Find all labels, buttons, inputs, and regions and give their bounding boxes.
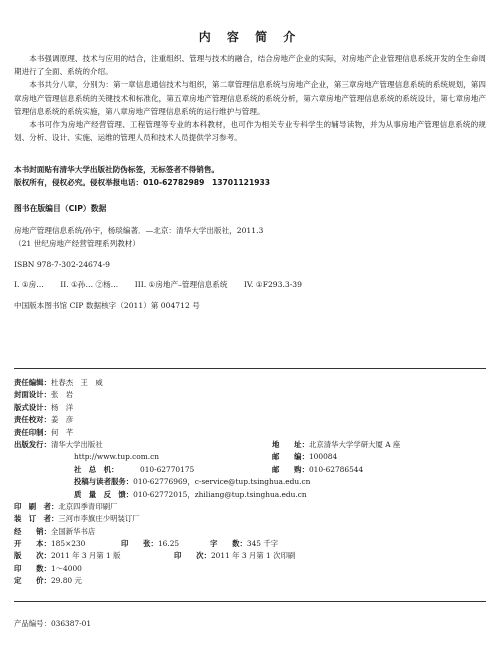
credit-row: 版式设计： 杨 洋 bbox=[14, 402, 74, 412]
publisher-address: 北京清华大学学研大厦 A 座 bbox=[308, 439, 401, 449]
cip-block bbox=[14, 225, 486, 312]
divider-bottom bbox=[14, 601, 486, 602]
intro-paragraph-1: 本书强调原理、技术与应用的结合，注重组织、管理与技术的融合，结合房地产企业的实际，对房地产企业管理信息系统开发的全生命周期进行了全面、系统的介绍。 bbox=[14, 54, 486, 77]
legal-notice bbox=[14, 164, 486, 189]
publisher-web-row: http://www.tup.com.cn 邮 编：100084 bbox=[14, 451, 486, 463]
printer-row: 印 刷 者： 北京四季青印刷厂 bbox=[14, 501, 118, 511]
edition-row: 版 次：2011 年 3 月第 1 版 印 次：2011 年 3 月第 1 次印刷 bbox=[14, 551, 296, 561]
reader-service-contact: 010-62776969，c-service@tup.tsinghua.edu.cn bbox=[133, 477, 311, 487]
page-title: 内 容 简 介 bbox=[198, 30, 302, 44]
print-run-row: 印 数： 1～4000 bbox=[14, 563, 82, 573]
switchboard-number: 010-62770175 bbox=[140, 464, 195, 474]
publisher-name: 清华大学出版社 bbox=[50, 439, 103, 449]
cip-isbn: ISBN 978-7-302-24674-9 bbox=[14, 259, 110, 269]
cip-line-2: （21 世纪房地产经营管理系列教材） bbox=[14, 239, 140, 249]
binder-row: 装 订 者： 三河市李旗庄少明装订厂 bbox=[14, 514, 140, 524]
quality-feedback-row: 质 量 反 馈：010-62772015，zhiliang@tup.tsinghua.edu.cn bbox=[74, 489, 307, 499]
format-row: 开 本： 185×230 印 张： 16.25 字 数： 345 千字 bbox=[14, 539, 279, 549]
credits-block bbox=[14, 377, 486, 588]
publisher-row: 出版发行：清华大学出版社 地 址：北京清华大学学研大厦 A 座 bbox=[14, 439, 401, 449]
cip-line-1: 房地产管理信息系统/孙宇，杨琰编著．—北京：清华大学出版社，2011.3 bbox=[14, 226, 264, 236]
anti-counterfeit-notice: 本书封面贴有清华大学出版社防伪标签，无标签者不得销售。 bbox=[14, 165, 220, 175]
cip-class-4: IV. ①F293.3-39 bbox=[243, 280, 302, 290]
price-row: 定 价： 29.80 元 bbox=[14, 576, 82, 586]
quality-feedback-contact: 010-62772015，zhiliang@tup.tsinghua.edu.cn bbox=[133, 489, 307, 499]
cip-class-3: III. ①房地产–管理信息系统 bbox=[134, 280, 228, 290]
product-number: 产品编号：036387-01 bbox=[14, 619, 92, 628]
piracy-report-line: 版权所有，侵权必究。侵权举报电话：010-62782989 13701121933 bbox=[14, 177, 271, 187]
credit-row: 责任校对： 姜 彦 bbox=[14, 415, 74, 425]
credit-row: 封面设计： 张 岩 bbox=[14, 390, 74, 400]
cip-classification bbox=[14, 279, 486, 292]
divider-top bbox=[14, 368, 486, 369]
cip-heading: 图书在版编目（CIP）数据 bbox=[14, 204, 107, 214]
postcode: 100084 bbox=[308, 452, 338, 462]
cip-class-1: I. ①房… bbox=[14, 280, 44, 290]
distributor-row: 经 销： 全国新华书店 bbox=[14, 526, 96, 536]
credit-row: 责任编辑： 杜春杰 王 威 bbox=[14, 378, 103, 387]
publisher-website: http://www.tup.com.cn bbox=[74, 452, 160, 462]
mail-order-number: 010-62786544 bbox=[308, 464, 364, 474]
switchboard-row: 社 总 机： 010-62770175 邮 购：010-62786544 bbox=[74, 464, 364, 474]
intro-paragraph-2: 本书共分八章，分别为：第一章信息通信技术与组织，第二章管理信息系统与房地产企业，第三章房地产管理信息系统的系统规划，第四章房地产管理信息系统的关键技术和标准化，第五章房地产管理信息系统的系统分析，第六章房地产管理信息系统的系统设计，第七章房地产管理信息系统的系统实施，第八章房地产管理信息系统的运行维护与管理。 bbox=[14, 80, 486, 116]
credit-row: 责任印制： 何 芊 bbox=[14, 427, 74, 437]
reader-service-row: 投稿与读者服务：010-62776969，c-service@tup.tsinghua.edu.cn bbox=[74, 477, 311, 487]
cip-number: 中国版本图书馆 CIP 数据核字（2011）第 004712 号 bbox=[14, 300, 200, 310]
intro-paragraph-3: 本书可作为房地产经营管理、工程管理等专业的本科教材，也可作为相关专业专科学生的辅导读物，并为从事房地产管理信息系统的规划、分析、设计、实施、运维的管理人员和技术人员提供学习参考。 bbox=[14, 120, 486, 143]
cip-class-2: II. ①孙… ②杨… bbox=[60, 280, 119, 290]
